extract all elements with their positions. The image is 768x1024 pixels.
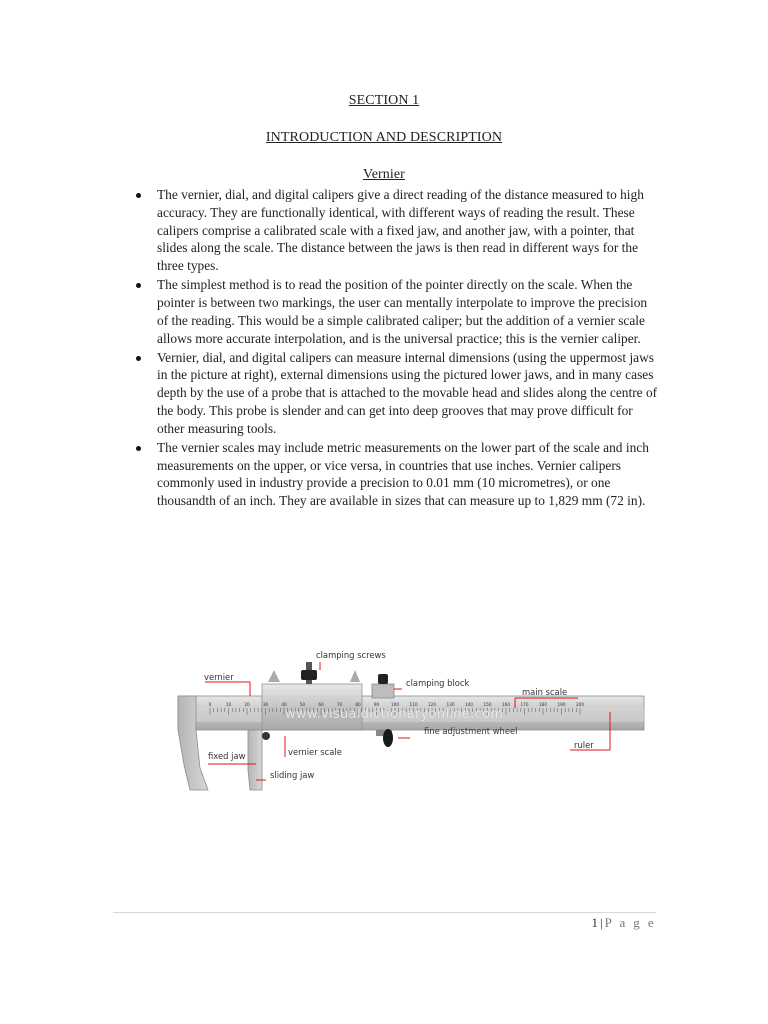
scale-number: 20 (244, 702, 250, 707)
watermark-text: www.visualdictionaryonline.com (285, 707, 504, 722)
scale-number: 130 (446, 702, 455, 707)
label-vernier: vernier (204, 672, 234, 682)
bullet-text: The vernier, dial, and digital calipers give a direct reading of the distance measured to high accuracy. They are functionally identical, with different ways of reading the result. These calipers comprise a calibrated scale with a fixed jaw, and another jaw, with a pointer, that slides along the scale. The distance between the jaws is then read in different ways for the three types. (157, 187, 644, 274)
scale-number: 180 (539, 702, 547, 707)
scale-number: 50 (299, 702, 306, 707)
topic-heading: Vernier (363, 167, 405, 182)
label-sliding-jaw: sliding jaw (270, 770, 315, 780)
scale-number: 160 (502, 702, 510, 707)
label-fixed-jaw: fixed jaw (208, 751, 246, 761)
scale-number: 0 (208, 702, 212, 707)
label-clamping-screws: clamping screws (316, 650, 386, 660)
jaw-screw (262, 732, 270, 740)
fine-adjustment-wheel (383, 729, 393, 747)
scale-number: 10 (225, 702, 232, 707)
page-number: 1 (591, 915, 599, 930)
footer-separator: | (600, 915, 603, 930)
page-footer (592, 915, 656, 931)
scale-number: 140 (465, 702, 473, 707)
scale-number: 150 (483, 702, 492, 707)
label-ruler: ruler (574, 740, 594, 750)
sliding-jaw-shape (248, 730, 262, 790)
upper-jaw-right (350, 670, 360, 682)
section-subtitle: INTRODUCTION AND DESCRIPTION (265, 130, 503, 145)
bullet-text: The vernier scales may include metric measurements on the lower part of the scale and inch measurements on the upper, or vice versa, in countries that use inches. Vernier calipers commonly used in industry provide a precision to 0.01 mm (10 micrometres), or one thousandth of an inch. They are available in sizes that can measure up to 1,829 mm (72 in). (157, 439, 649, 509)
scale-number: 200 (576, 702, 584, 707)
page-word: P a g e (604, 915, 656, 930)
label-main-scale: main scale (522, 687, 568, 697)
caliper-illustration (170, 640, 650, 805)
scale-number: 120 (428, 702, 436, 707)
list-item (134, 186, 660, 275)
bullet-dot-icon (136, 446, 141, 451)
bullet-dot-icon (136, 356, 141, 361)
scale-number: 100 (391, 702, 399, 707)
scale-number: 80 (355, 702, 361, 707)
label-vernier-scale: vernier scale (288, 747, 342, 757)
label-fine-adjustment-wheel: fine adjustment wheel (424, 726, 518, 736)
scale-number: 110 (409, 702, 418, 707)
list-item (134, 276, 660, 347)
bullet-dot-icon (136, 283, 141, 288)
upper-jaw-left (268, 670, 280, 682)
scale-number: 60 (318, 702, 324, 707)
bullet-dot-icon (136, 193, 141, 198)
vernier-caliper-figure (170, 640, 650, 805)
list-item (134, 439, 660, 510)
scale-number: 190 (557, 702, 566, 707)
bullet-list (134, 186, 660, 511)
list-item (134, 349, 660, 438)
scale-number: 30 (262, 702, 269, 707)
clamping-screw-knob (301, 670, 317, 680)
footer-divider (113, 912, 656, 913)
scale-number: 90 (373, 702, 380, 707)
label-clamping-block: clamping block (406, 678, 470, 688)
bullet-text: The simplest method is to read the position of the pointer directly on the scale. When the pointer is between two markings, the user can mentally interpolate to improve the precision of the reading. This would be a simple calibrated caliper; but the addition of a vernier scale allows more accurate interpolation, and is the universal practice; this is the vernier caliper. (157, 277, 648, 346)
scale-number: 170 (520, 702, 529, 707)
section-title: SECTION 1 (348, 93, 420, 108)
scale-number: 70 (336, 702, 343, 707)
clamping-block (372, 684, 394, 698)
bullet-text: Vernier, dial, and digital calipers can measure internal dimensions (using the uppermost jaws in the picture at right), external dimensions using the pictured lower jaws, and in many cases depth by the use of a probe that is attached to the movable head and slides along the centre of the body. This probe is slender and can get into deep grooves that may prove difficult for other measuring tools. (157, 349, 658, 436)
scale-number: 40 (281, 702, 287, 707)
clamping-block-knob (378, 674, 388, 684)
